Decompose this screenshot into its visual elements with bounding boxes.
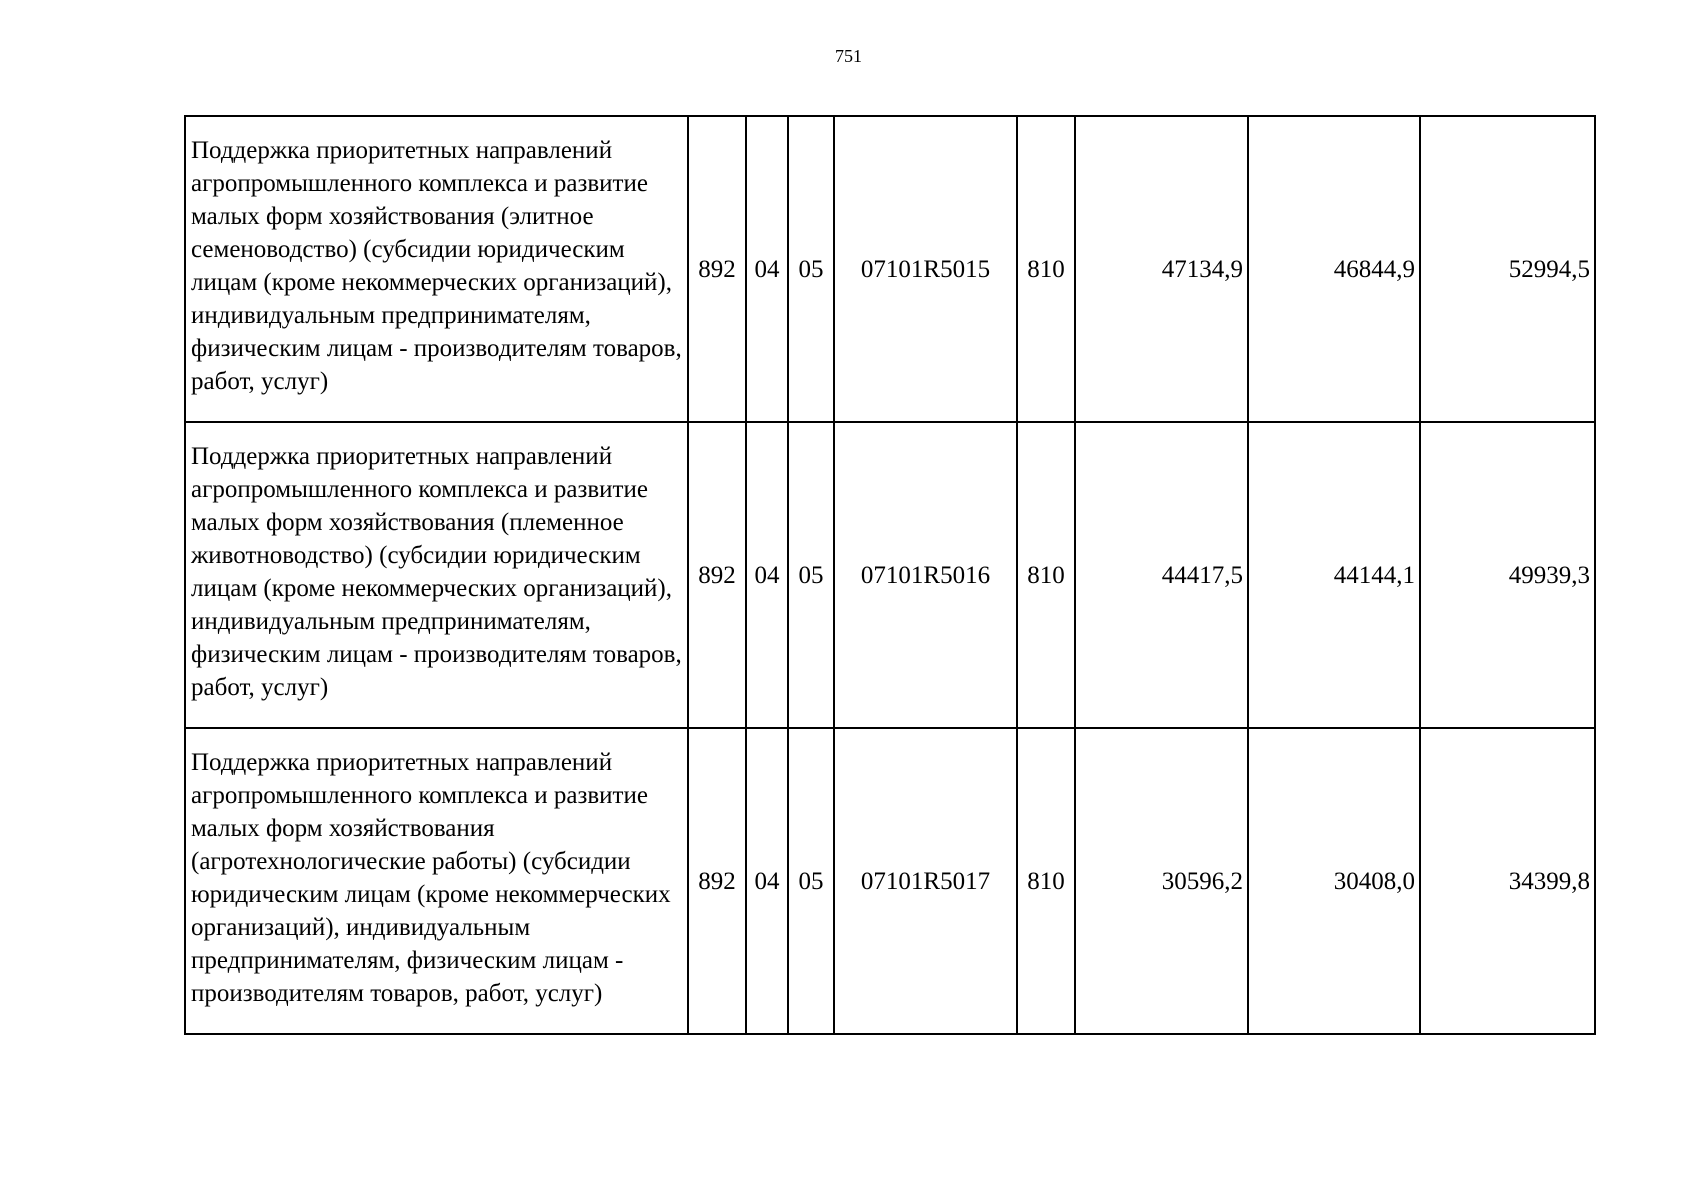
section-code: 04	[746, 116, 788, 422]
section-code: 04	[746, 422, 788, 728]
row-description: Поддержка приоритетных направлений агропромышленного комплекса и развитие малых форм хозяйствования (агротехнологические работы) (субсидии юридическим лицам (кроме некоммерческих организаций), индивидуальным предпринимателям, физическим лицам - производителям товаров, работ, услуг)	[185, 728, 688, 1034]
expense-type-code: 810	[1017, 116, 1075, 422]
subsection-code: 05	[788, 116, 834, 422]
target-article-code: 07101R5017	[834, 728, 1017, 1034]
table-row	[185, 116, 1595, 422]
amount-year-3: 49939,3	[1420, 422, 1595, 728]
ministry-code: 892	[688, 728, 746, 1034]
ministry-code: 892	[688, 422, 746, 728]
expense-type-code: 810	[1017, 422, 1075, 728]
amount-year-1: 30596,2	[1075, 728, 1248, 1034]
subsection-code: 05	[788, 728, 834, 1034]
amount-year-1: 47134,9	[1075, 116, 1248, 422]
row-description: Поддержка приоритетных направлений агропромышленного комплекса и развитие малых форм хозяйствования (племенное животноводство) (субсидии юридическим лицам (кроме некоммерческих организаций), индивидуальным предпринимателям, физическим лицам - производителям товаров, работ, услуг)	[185, 422, 688, 728]
row-description: Поддержка приоритетных направлений агропромышленного комплекса и развитие малых форм хозяйствования (элитное семеноводство) (субсидии юридическим лицам (кроме некоммерческих организаций), индивидуальным предпринимателям, физическим лицам - производителям товаров, работ, услуг)	[185, 116, 688, 422]
table-row	[185, 728, 1595, 1034]
amount-year-1: 44417,5	[1075, 422, 1248, 728]
amount-year-2: 46844,9	[1248, 116, 1420, 422]
amount-year-2: 44144,1	[1248, 422, 1420, 728]
section-code: 04	[746, 728, 788, 1034]
amount-year-2: 30408,0	[1248, 728, 1420, 1034]
amount-year-3: 52994,5	[1420, 116, 1595, 422]
expense-type-code: 810	[1017, 728, 1075, 1034]
page-number: 751	[835, 46, 862, 66]
subsection-code: 05	[788, 422, 834, 728]
table-row	[185, 422, 1595, 728]
amount-year-3: 34399,8	[1420, 728, 1595, 1034]
ministry-code: 892	[688, 116, 746, 422]
target-article-code: 07101R5015	[834, 116, 1017, 422]
budget-table	[184, 115, 1596, 1035]
target-article-code: 07101R5016	[834, 422, 1017, 728]
